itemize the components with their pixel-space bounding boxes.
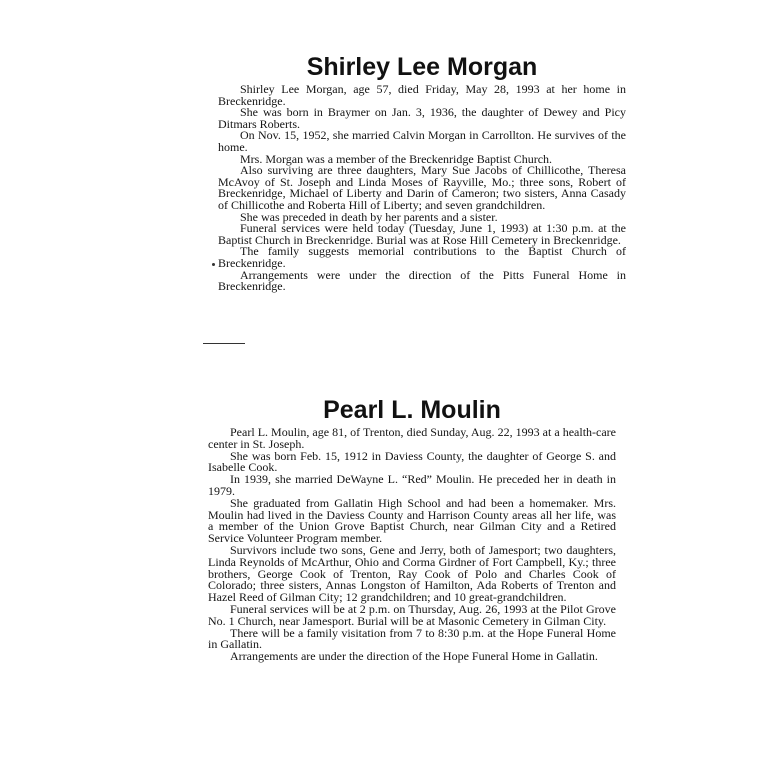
obituary-paragraph: The family suggests memorial contributions to the Baptist Church of Breckenridge. xyxy=(218,244,626,270)
obituary-paragraph: Shirley Lee Morgan, age 57, died Friday, May 28, 1993 at her home in Breckenridge. xyxy=(218,82,626,108)
obituary-paragraph: Pearl L. Moulin, age 81, of Trenton, died Sunday, Aug. 22, 1993 at a health-care center in St. Joseph. xyxy=(208,425,616,451)
obituary-pearl-l-moulin xyxy=(208,393,616,663)
obituary-paragraph: Also surviving are three daughters, Mary Sue Jacobs of Chillicothe, Theresa McAvoy of St. Joseph and Linda Moses of Rayville, Mo.; three sons, Robert of Breckenridge, Michael of Liberty and Darin of Cameron; two sisters, Anna Casady of Chillicothe and Roberta Hill of Liberty; and seven grandchildren. xyxy=(218,163,626,212)
obituary-paragraph: Mrs. Morgan was a member of the Breckenridge Baptist Church. xyxy=(240,151,553,166)
obituary-paragraph: Arrangements are under the direction of the Hope Funeral Home in Gallatin. xyxy=(230,649,598,664)
obituary-shirley-lee-morgan xyxy=(218,50,626,293)
obituary-paragraph: She was born Feb. 15, 1912 in Daviess County, the daughter of George S. and Isabelle Cook. xyxy=(208,448,616,475)
obituary-paragraph: She graduated from Gallatin High School and had been a homemaker. Mrs. Moulin had lived in the Daviess County and Harrison County areas all her life, was a member of the Union Grove Baptist Church, near Gilman City and a Retired Service Volunteer Program member. xyxy=(208,495,616,546)
obituary-paragraph: She was born in Braymer on Jan. 3, 1936, the daughter of Dewey and Picy Ditmars Roberts. xyxy=(218,105,626,131)
obituary-paragraph: There will be a family visitation from 7 to 8:30 p.m. at the Hope Funeral Home in Gallatin. xyxy=(208,625,616,652)
obituary-paragraph: Funeral services will be at 2 p.m. on Thursday, Aug. 26, 1993 at the Pilot Grove No. 1 Church, near Jamesport. Burial will be at Masonic Cemetery in Gilman City. xyxy=(208,601,616,628)
obituary-paragraph: She was preceded in death by her parents and a sister. xyxy=(240,209,498,224)
obituary-heading: Shirley Lee Morgan xyxy=(306,53,538,81)
obituary-heading: Pearl L. Moulin xyxy=(323,396,501,424)
obituary-paragraph: Funeral services were held today (Tuesday, June 1, 1993) at 1:30 p.m. at the Baptist Church in Breckenridge. Burial was at Rose Hill Cemetery in Breckenridge. xyxy=(218,221,626,247)
print-speck xyxy=(212,263,215,266)
obituary-paragraph: On Nov. 15, 1952, she married Calvin Morgan in Carrollton. He survives of the home. xyxy=(218,128,626,154)
obituary-paragraph: Survivors include two sons, Gene and Jerry, both of Jamesport; two daughters, Linda Reynolds of McArthur, Ohio and Corma Girdner of Fort Campbell, Ky.; three brothers, George Cook of Trenton, Ray Cook of Polo and Charles Cook of Colorado; three sisters, Annas Longston of Hamilton, Ada Roberts of Trenton and Hazel Reed of Gilman City; 12 grandchildren; and 10 great-grandchildren. xyxy=(208,542,616,605)
obituary-paragraph: In 1939, she married DeWayne L. “Red” Moulin. He preceded her in death in 1979. xyxy=(208,472,616,498)
print-strike-mark xyxy=(203,343,245,344)
obituary-paragraph: Arrangements were under the direction of the Pitts Funeral Home in Breckenridge. xyxy=(218,267,626,294)
